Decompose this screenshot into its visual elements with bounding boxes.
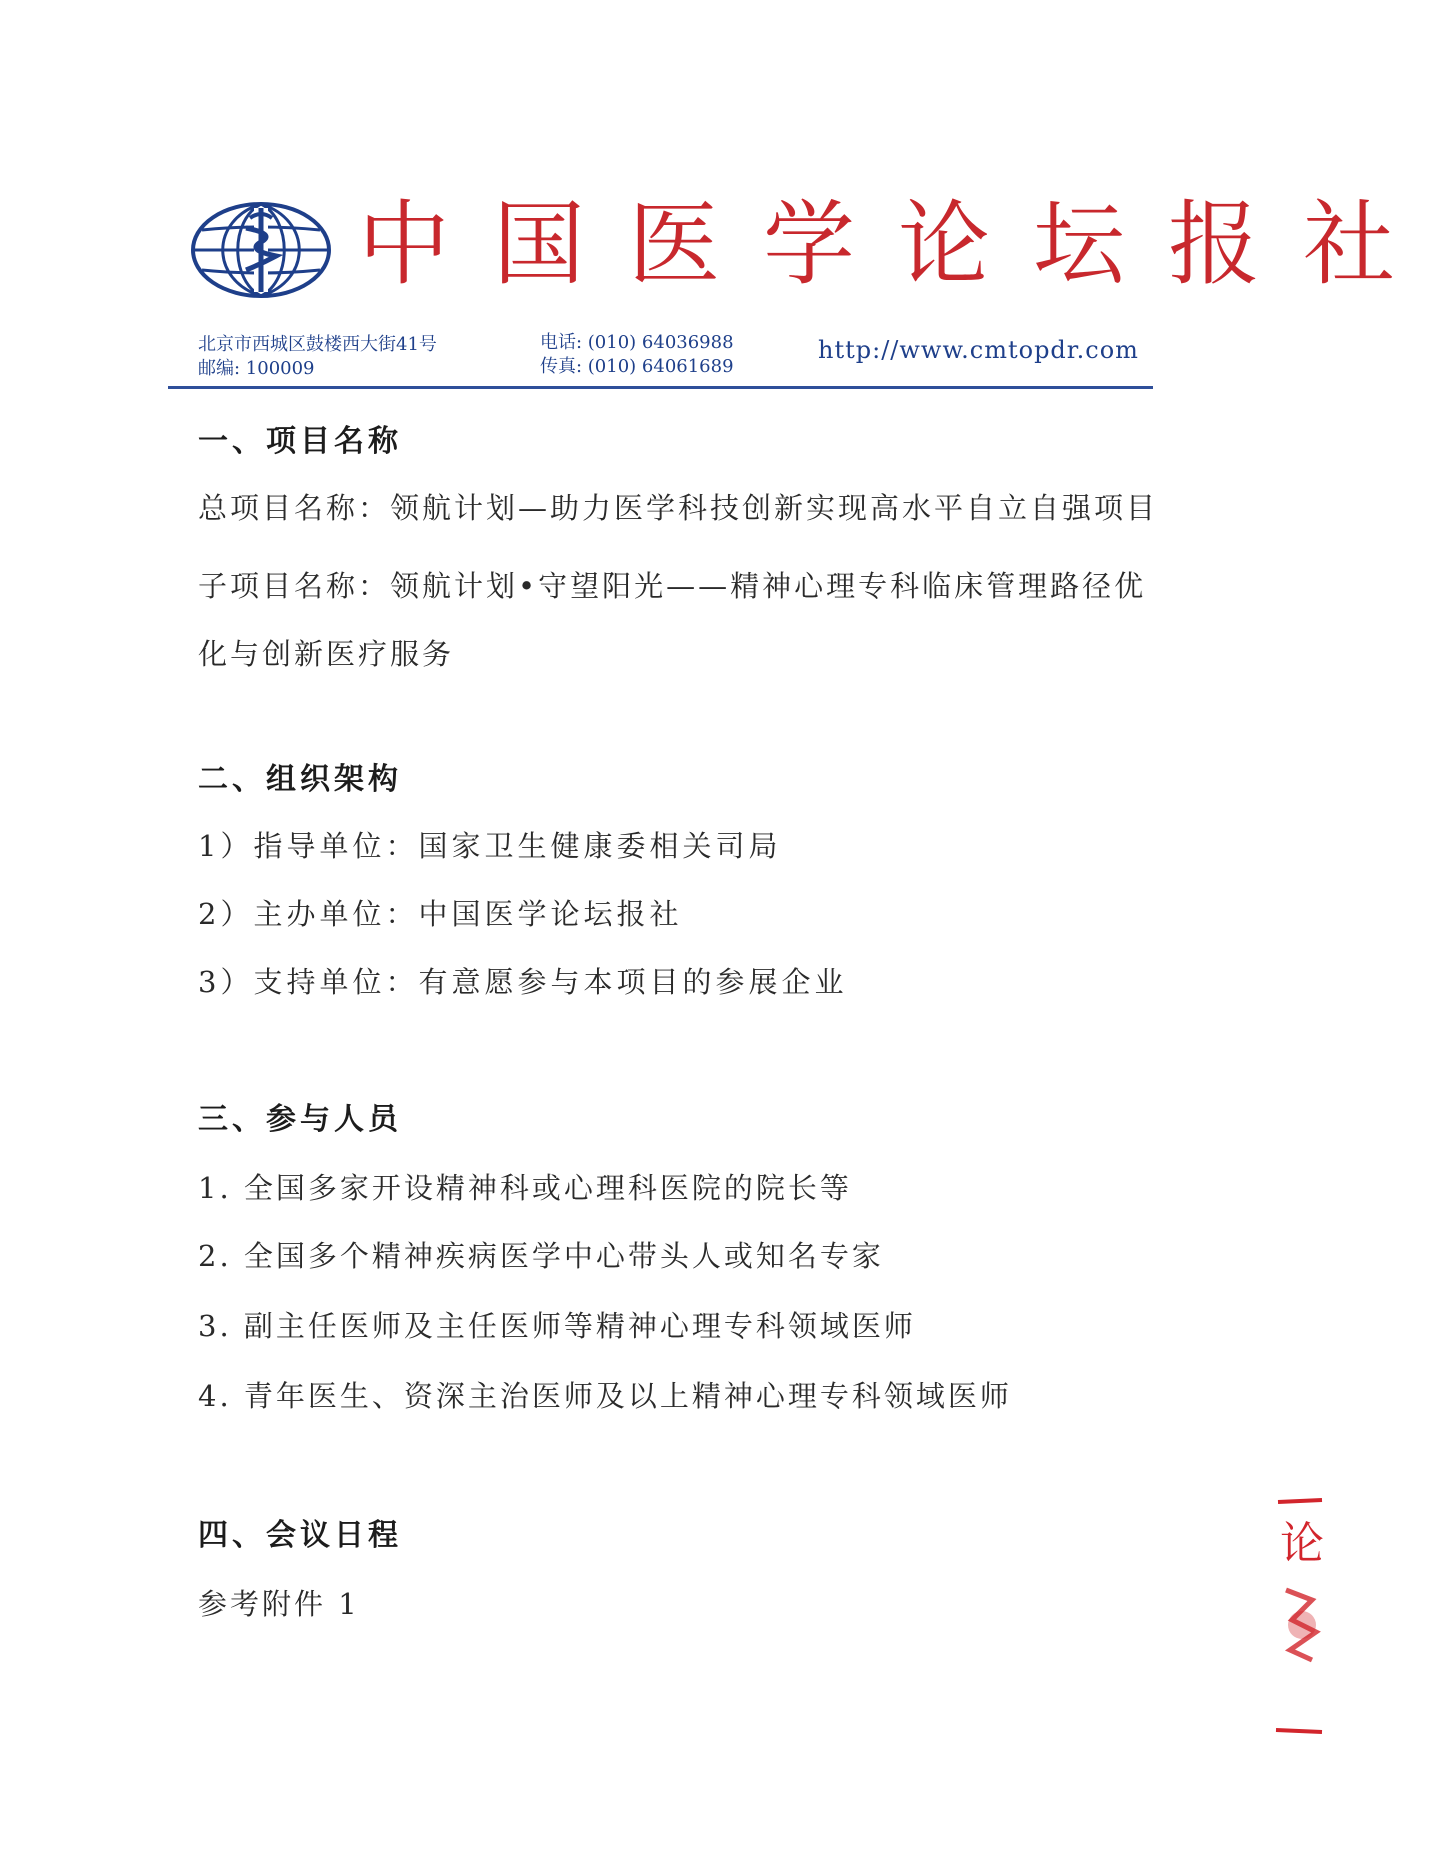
address-text: 北京市西城区鼓楼西大街41号 [198, 334, 437, 355]
section-title-project-name: 一、项目名称 [198, 424, 402, 459]
list-item: 3. 副主任医师及主任医师等精神心理专科领域医师 [198, 1309, 916, 1343]
paragraph-line: 子项目名称：领航计划•守望阳光——精神心理专科临床管理路径优 [198, 569, 1147, 603]
list-item: 3）支持单位：有意愿参与本项目的参展企业 [198, 965, 848, 999]
paragraph-line: 参考附件 1 [198, 1587, 360, 1621]
list-item: 2）主办单位：中国医学论坛报社 [198, 897, 683, 931]
red-seal-stamp-icon [1272, 1490, 1322, 1740]
globe-caduceus-logo-icon [190, 200, 332, 300]
postcode-text: 邮编: 100009 [198, 358, 315, 379]
section-title-organization: 二、组织架构 [198, 762, 402, 797]
list-item: 2. 全国多个精神疾病医学中心带头人或知名专家 [198, 1239, 884, 1273]
svg-text:论: 论 [1280, 1518, 1324, 1569]
letterhead-divider [168, 386, 1153, 389]
fax-text: 传真: (010) 64061689 [540, 356, 734, 377]
phone-text: 电话: (010) 64036988 [540, 332, 734, 353]
section-title-schedule: 四、会议日程 [198, 1518, 402, 1553]
organization-name: 中国医学论坛报社 [358, 191, 1438, 298]
section-title-participants: 三、参与人员 [198, 1102, 402, 1137]
list-item: 1）指导单位：国家卫生健康委相关司局 [198, 829, 782, 863]
paragraph-line: 化与创新医疗服务 [198, 637, 455, 671]
website-link[interactable]: http://www.cmtopdr.com [818, 336, 1139, 364]
list-item: 1. 全国多家开设精神科或心理科医院的院长等 [198, 1171, 852, 1205]
list-item: 4. 青年医生、资深主治医师及以上精神心理专科领域医师 [198, 1379, 1012, 1413]
paragraph-line: 总项目名称：领航计划—助力医学科技创新实现高水平自立自强项目 [198, 491, 1159, 525]
